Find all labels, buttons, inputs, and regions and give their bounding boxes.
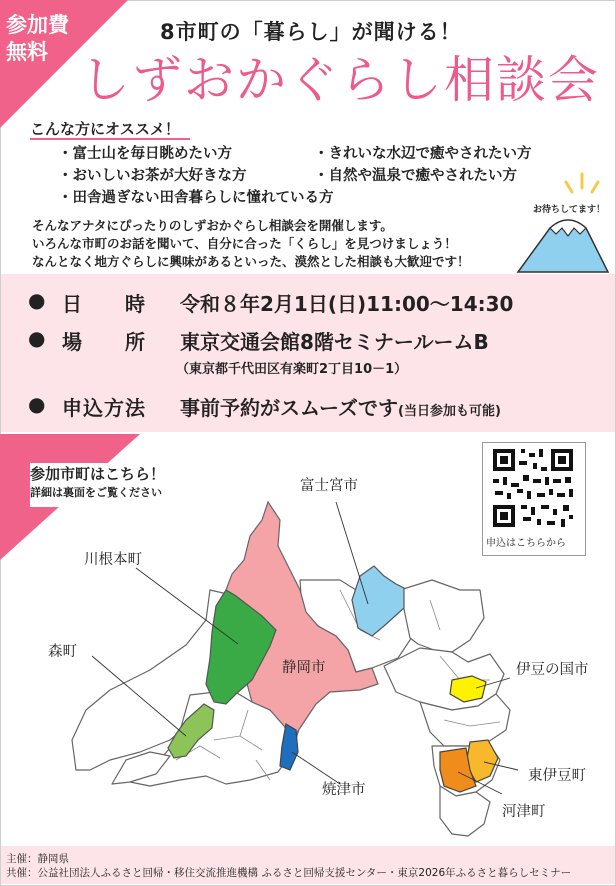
badge-line1: 参加費 <box>6 13 69 37</box>
place-address: （東京都千代田区有楽町2丁目10－1） <box>176 362 408 377</box>
footer-organizer: 主催：静岡県 <box>6 853 69 865</box>
place-value: 東京交通会館8階セミナールームB <box>180 330 489 354</box>
bullet-icon: ● <box>28 326 46 350</box>
event-subtitle: 8市町の「暮らし」が聞ける！ <box>160 20 462 44</box>
intro-line: なんとなく地方ぐらしに興味があるといった、漠然とした相談も大歓迎です！ <box>32 254 470 269</box>
apply-note: (当日参加も可能) <box>398 404 501 419</box>
fuji-caption: お待ちしてます！ <box>533 205 606 215</box>
label-mori: 森町 <box>48 644 77 660</box>
label-yaizu: 焼津市 <box>322 782 366 798</box>
bullet-icon: ● <box>28 288 46 312</box>
recommend-item: ・おいしいお茶が大好きな方 <box>58 168 247 184</box>
mount-fuji-icon <box>510 168 610 278</box>
label-kawazu: 河津町 <box>502 804 546 820</box>
cities-subtitle: 詳細は裏面をご覧ください <box>30 486 162 499</box>
label-kawanehon: 川根本町 <box>84 552 142 568</box>
label-fujinomiya: 富士宮市 <box>300 478 358 494</box>
label-higashiizu: 東伊豆町 <box>528 768 586 784</box>
shizuoka-map <box>0 440 616 840</box>
apply-value: 事前予約がスムーズです <box>180 396 398 420</box>
bullet-icon: ● <box>28 392 46 416</box>
apply-value-group <box>180 392 501 421</box>
map-region <box>400 580 484 652</box>
recommend-item: ・田舎過ぎない田舎暮らしに憧れている方 <box>58 190 334 206</box>
apply-label: 申込方法 <box>62 396 146 420</box>
label-shizuoka: 静岡市 <box>282 660 326 676</box>
place-label: 場 所 <box>62 330 146 354</box>
footer-cohost: 共催：公益社団法人ふるさと回帰・移住交流推進機構 ふるさと回帰支援センター・東京2026年ふるさと暮らしセミナー <box>6 867 572 879</box>
date-value: 令和８年2月1日(日)11:00～14:30 <box>180 292 514 316</box>
recommend-underline <box>30 138 190 140</box>
recommend-item: ・自然や温泉で癒やされたい方 <box>314 168 517 184</box>
event-title: しずおかぐらし相談会 <box>80 51 600 109</box>
badge-line2: 無料 <box>6 40 48 64</box>
intro-line: そんなアナタにぴったりのしずおかぐらし相談会を開催します。 <box>32 218 393 233</box>
free-badge-text <box>6 12 76 66</box>
cities-title: 参加市町はこちら！ <box>30 465 166 483</box>
date-label: 日 時 <box>62 292 146 316</box>
intro-line: いろんな市町のお話を聞いて、自分に合った「くらし」を見つけましょう！ <box>32 236 457 251</box>
recommend-title: こんな方にオススメ！ <box>30 120 180 138</box>
recommend-item: ・富士山を毎日眺めたい方 <box>58 146 232 162</box>
qr-caption: 申込はこちらから <box>486 538 566 549</box>
recommend-item: ・きれいな水辺で癒やされたい方 <box>314 146 532 162</box>
label-izunokuni: 伊豆の国市 <box>516 662 589 678</box>
